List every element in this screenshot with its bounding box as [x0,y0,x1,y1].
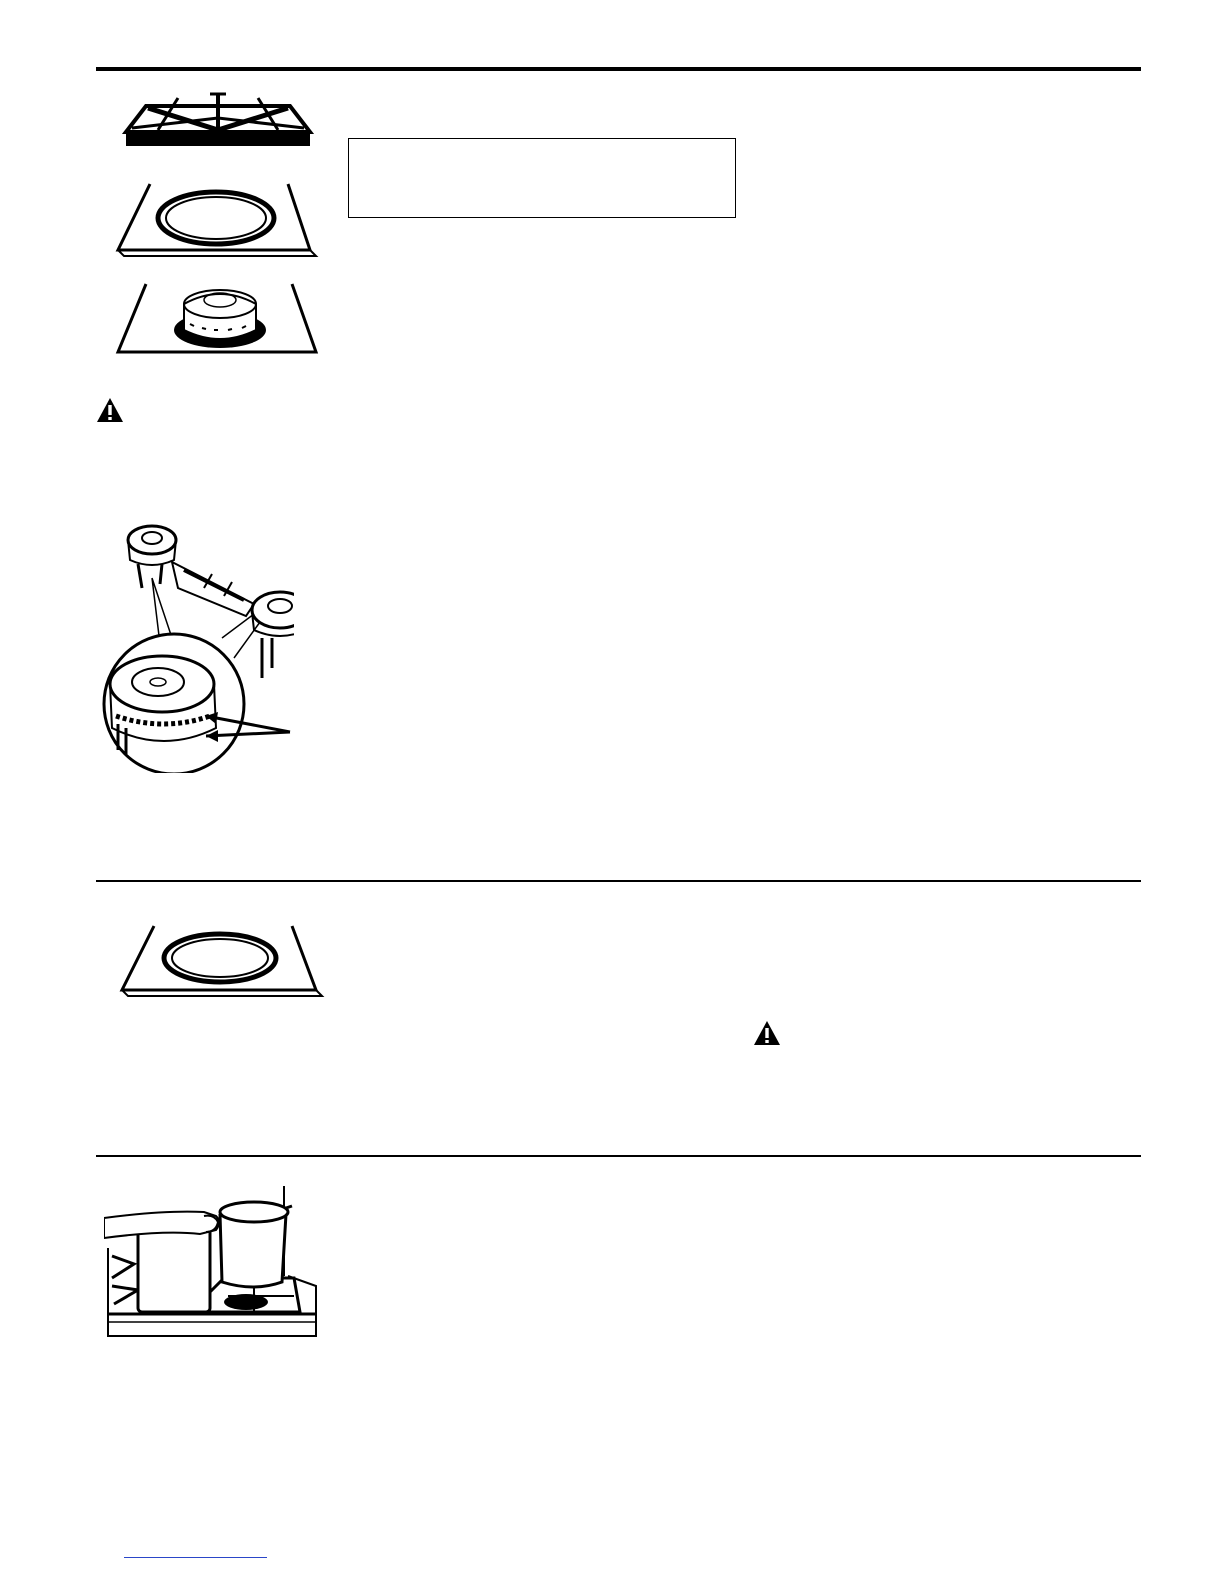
burner-assembly-icon [94,518,294,773]
section-divider [96,1155,1141,1157]
drip-pan-icon [116,922,328,1000]
drip-pan-icon [110,180,325,260]
pot-on-cooktop-icon [104,1186,320,1356]
warning-triangle-icon [96,397,124,423]
footer-link-underline[interactable] [124,1557,267,1558]
burner-grate-icon [118,88,318,156]
section-divider [96,880,1141,882]
warning-triangle-icon [753,1020,781,1046]
burner-base-icon [110,278,325,360]
top-rule [96,67,1141,71]
notice-box [348,138,736,218]
